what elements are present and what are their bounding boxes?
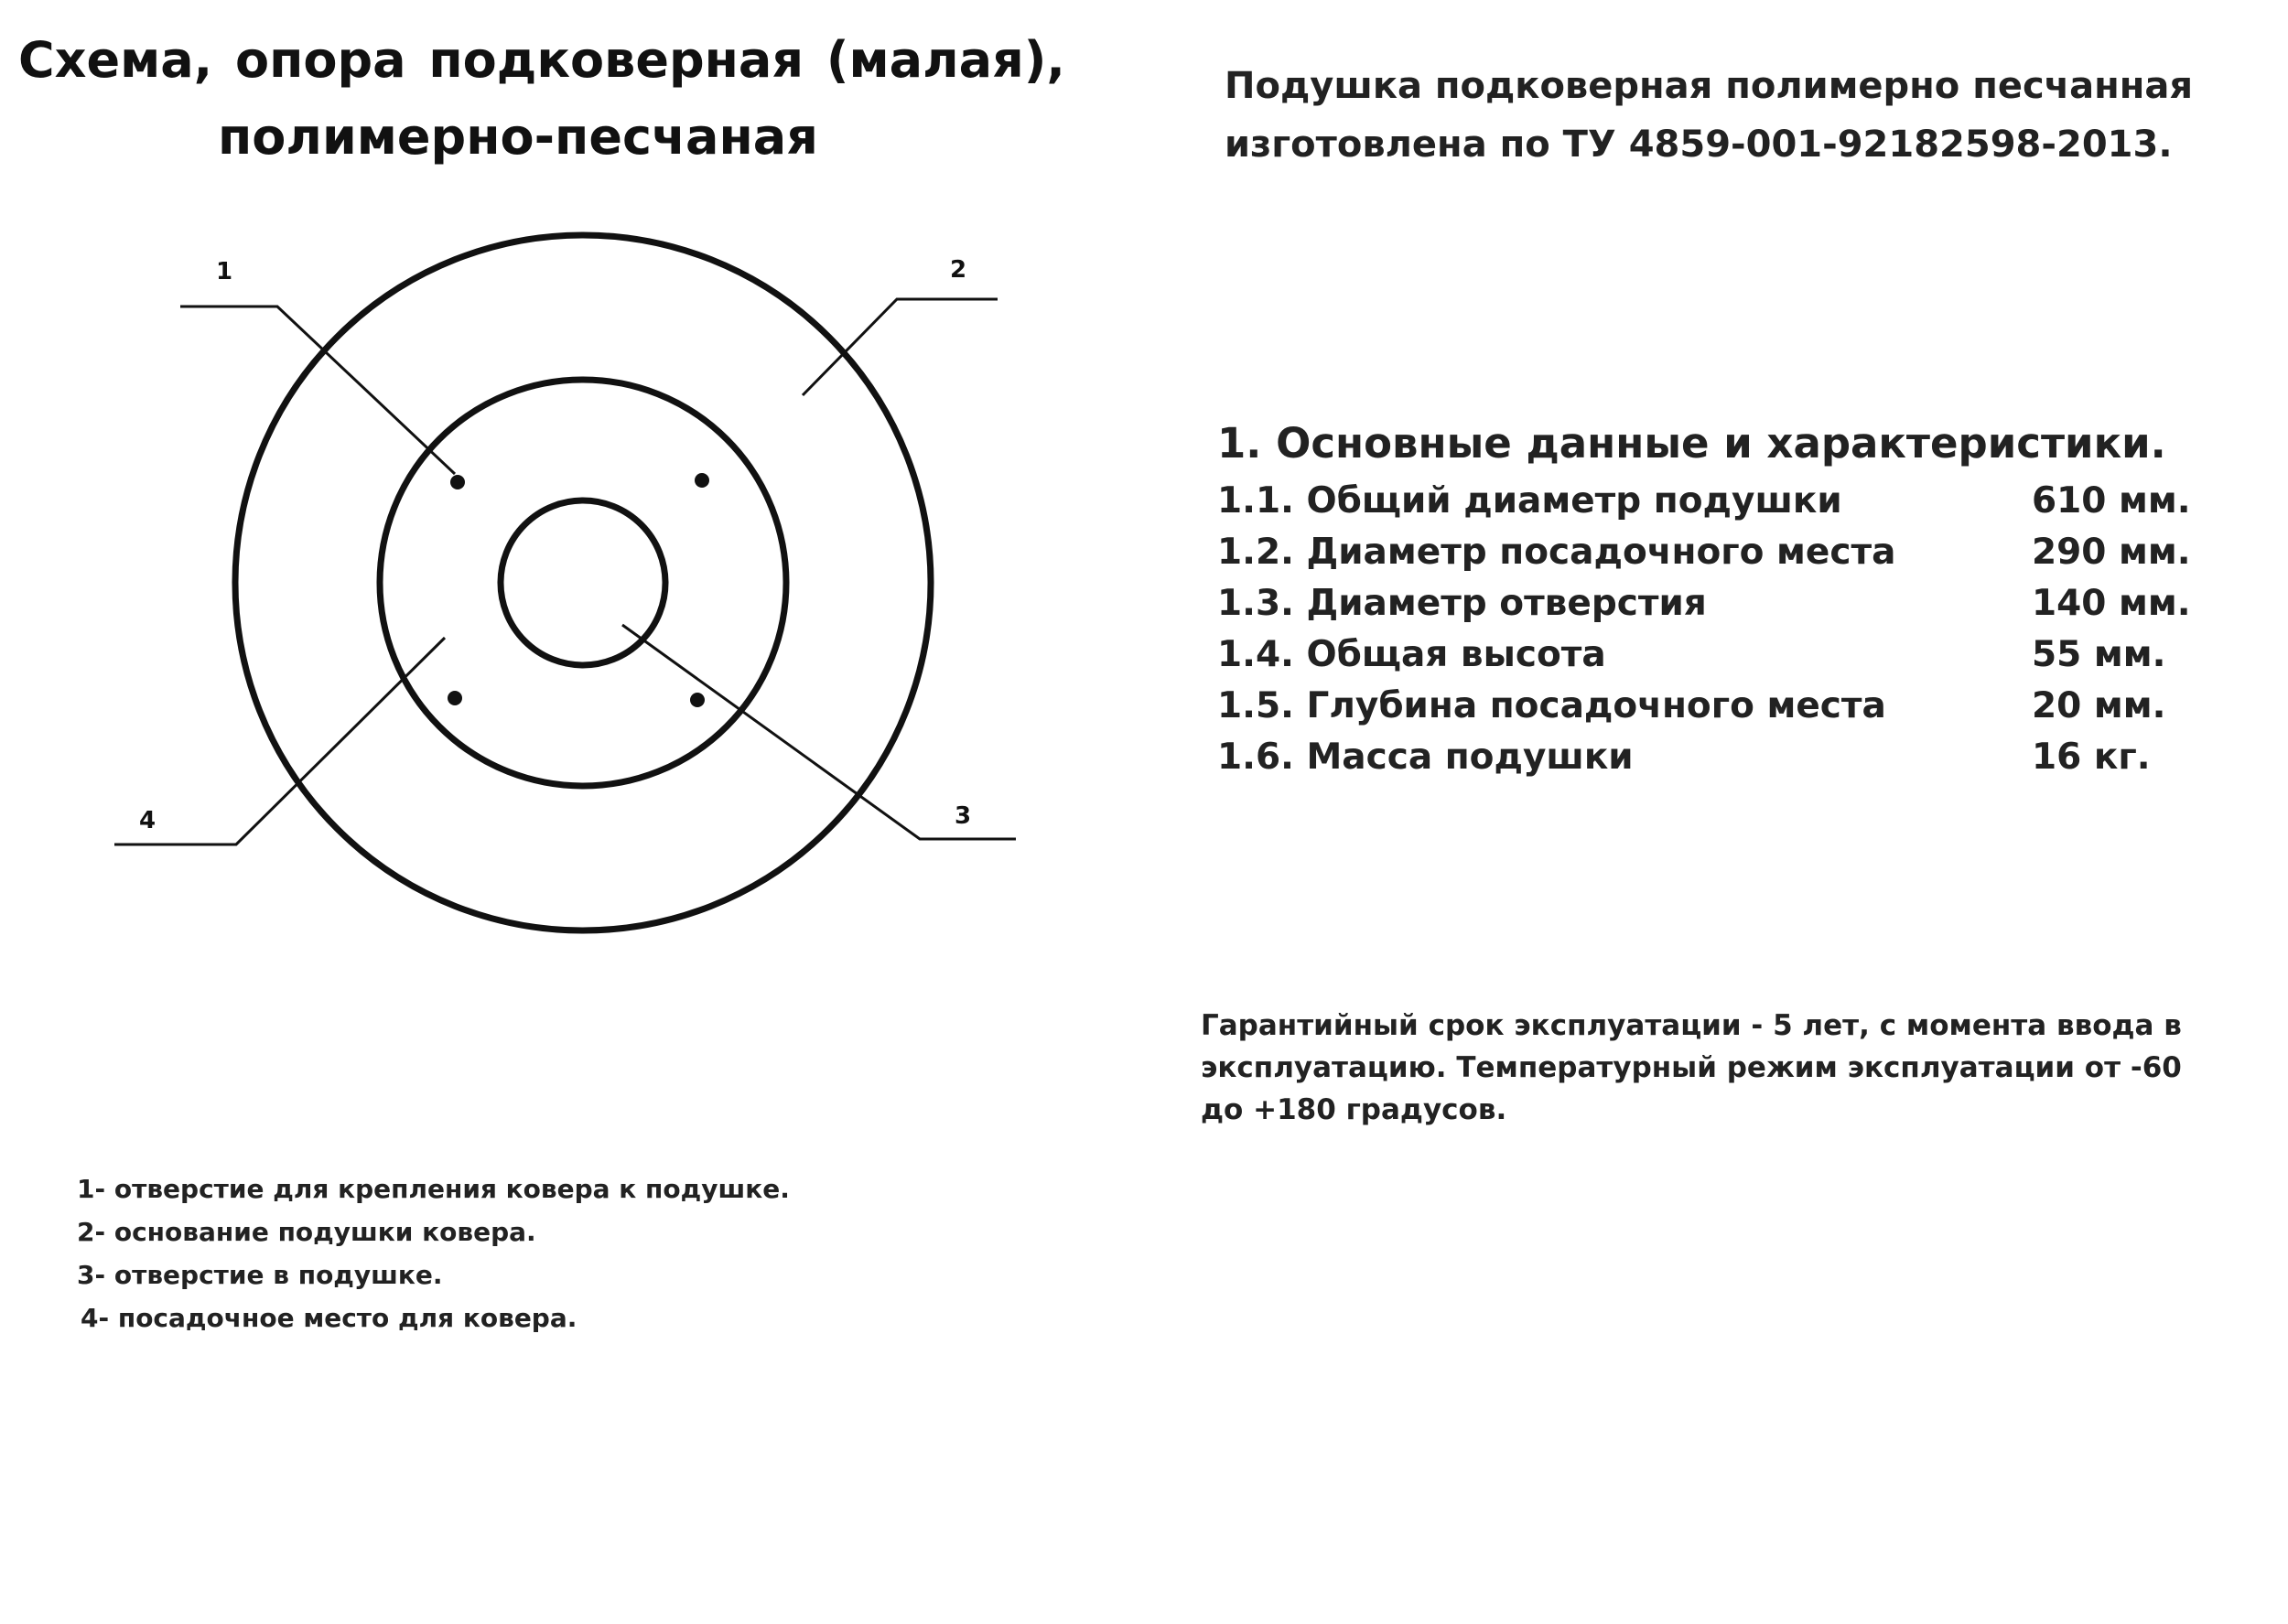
mount-hole-dot: [695, 473, 709, 488]
warranty-line-2: эксплуатацию. Температурный режим эксплуатации от -60: [1201, 1051, 2182, 1084]
spec-value: 610 мм.: [2032, 480, 2191, 522]
spec-value: 16 кг.: [2032, 737, 2151, 778]
callout-label-1: 1: [216, 258, 233, 285]
spec-label: 1.6. Масса подушки: [1217, 737, 1634, 778]
mount-hole-dot: [450, 475, 465, 489]
product-note: [1225, 57, 2193, 174]
product-note-line-2: изготовлена по ТУ 4859-001-92182598-2013.: [1225, 124, 2173, 166]
legend-item: 2- основание подушки ковера.: [77, 1217, 536, 1247]
legend-item: 1- отверстие для крепления ковера к подушке.: [77, 1174, 790, 1204]
legend-item: 4- посадочное место для ковера.: [81, 1303, 577, 1333]
hole-circle: [501, 500, 665, 665]
spec-label: 1.3. Диаметр отверстия: [1217, 583, 1707, 624]
callout-label-3: 3: [955, 802, 972, 830]
diagram-legend: [77, 1167, 790, 1339]
page-title-line-1: Схема, опора подковерная (малая),: [18, 31, 1065, 89]
spec-label: 1.4. Общая высота: [1217, 634, 1606, 675]
specs-block: [1217, 412, 2206, 783]
warranty-note: [1201, 1005, 2182, 1131]
seat-circle: [380, 380, 786, 786]
outer-circle: [235, 235, 931, 930]
product-note-line-1: Подушка подковерная полимерно песчанная: [1225, 65, 2194, 107]
mount-hole-dot: [448, 691, 462, 705]
specs-heading: 1. Основные данные и характеристики.: [1217, 419, 2166, 468]
spec-label: 1.2. Диаметр посадочного места: [1217, 532, 1896, 573]
pad-scheme-diagram: [0, 0, 1144, 1006]
warranty-line-1: Гарантийный срок эксплуатации - 5 лет, с момента ввода в: [1201, 1009, 2182, 1042]
spec-value: 55 мм.: [2032, 634, 2166, 675]
spec-row: [1217, 681, 2206, 732]
warranty-line-3: до +180 градусов.: [1201, 1093, 1507, 1126]
spec-row: [1217, 476, 2206, 527]
callout-label-2: 2: [950, 256, 967, 284]
leader-line-1: [180, 307, 455, 474]
spec-row: [1217, 629, 2206, 681]
spec-label: 1.1. Общий диаметр подушки: [1217, 480, 1842, 522]
spec-value: 140 мм.: [2032, 583, 2191, 624]
spec-label: 1.5. Глубина посадочного места: [1217, 685, 1886, 726]
mount-hole-dot: [690, 693, 705, 707]
callout-label-4: 4: [139, 807, 156, 834]
leader-line-4: [114, 638, 445, 844]
spec-value: 290 мм.: [2032, 532, 2191, 573]
page-title-line-2: полимерно-песчаная: [218, 108, 818, 166]
spec-row: [1217, 732, 2206, 783]
spec-value: 20 мм.: [2032, 685, 2166, 726]
spec-row: [1217, 578, 2206, 629]
spec-row: [1217, 527, 2206, 578]
leader-line-2: [803, 299, 998, 395]
legend-item: 3- отверстие в подушке.: [77, 1260, 443, 1290]
